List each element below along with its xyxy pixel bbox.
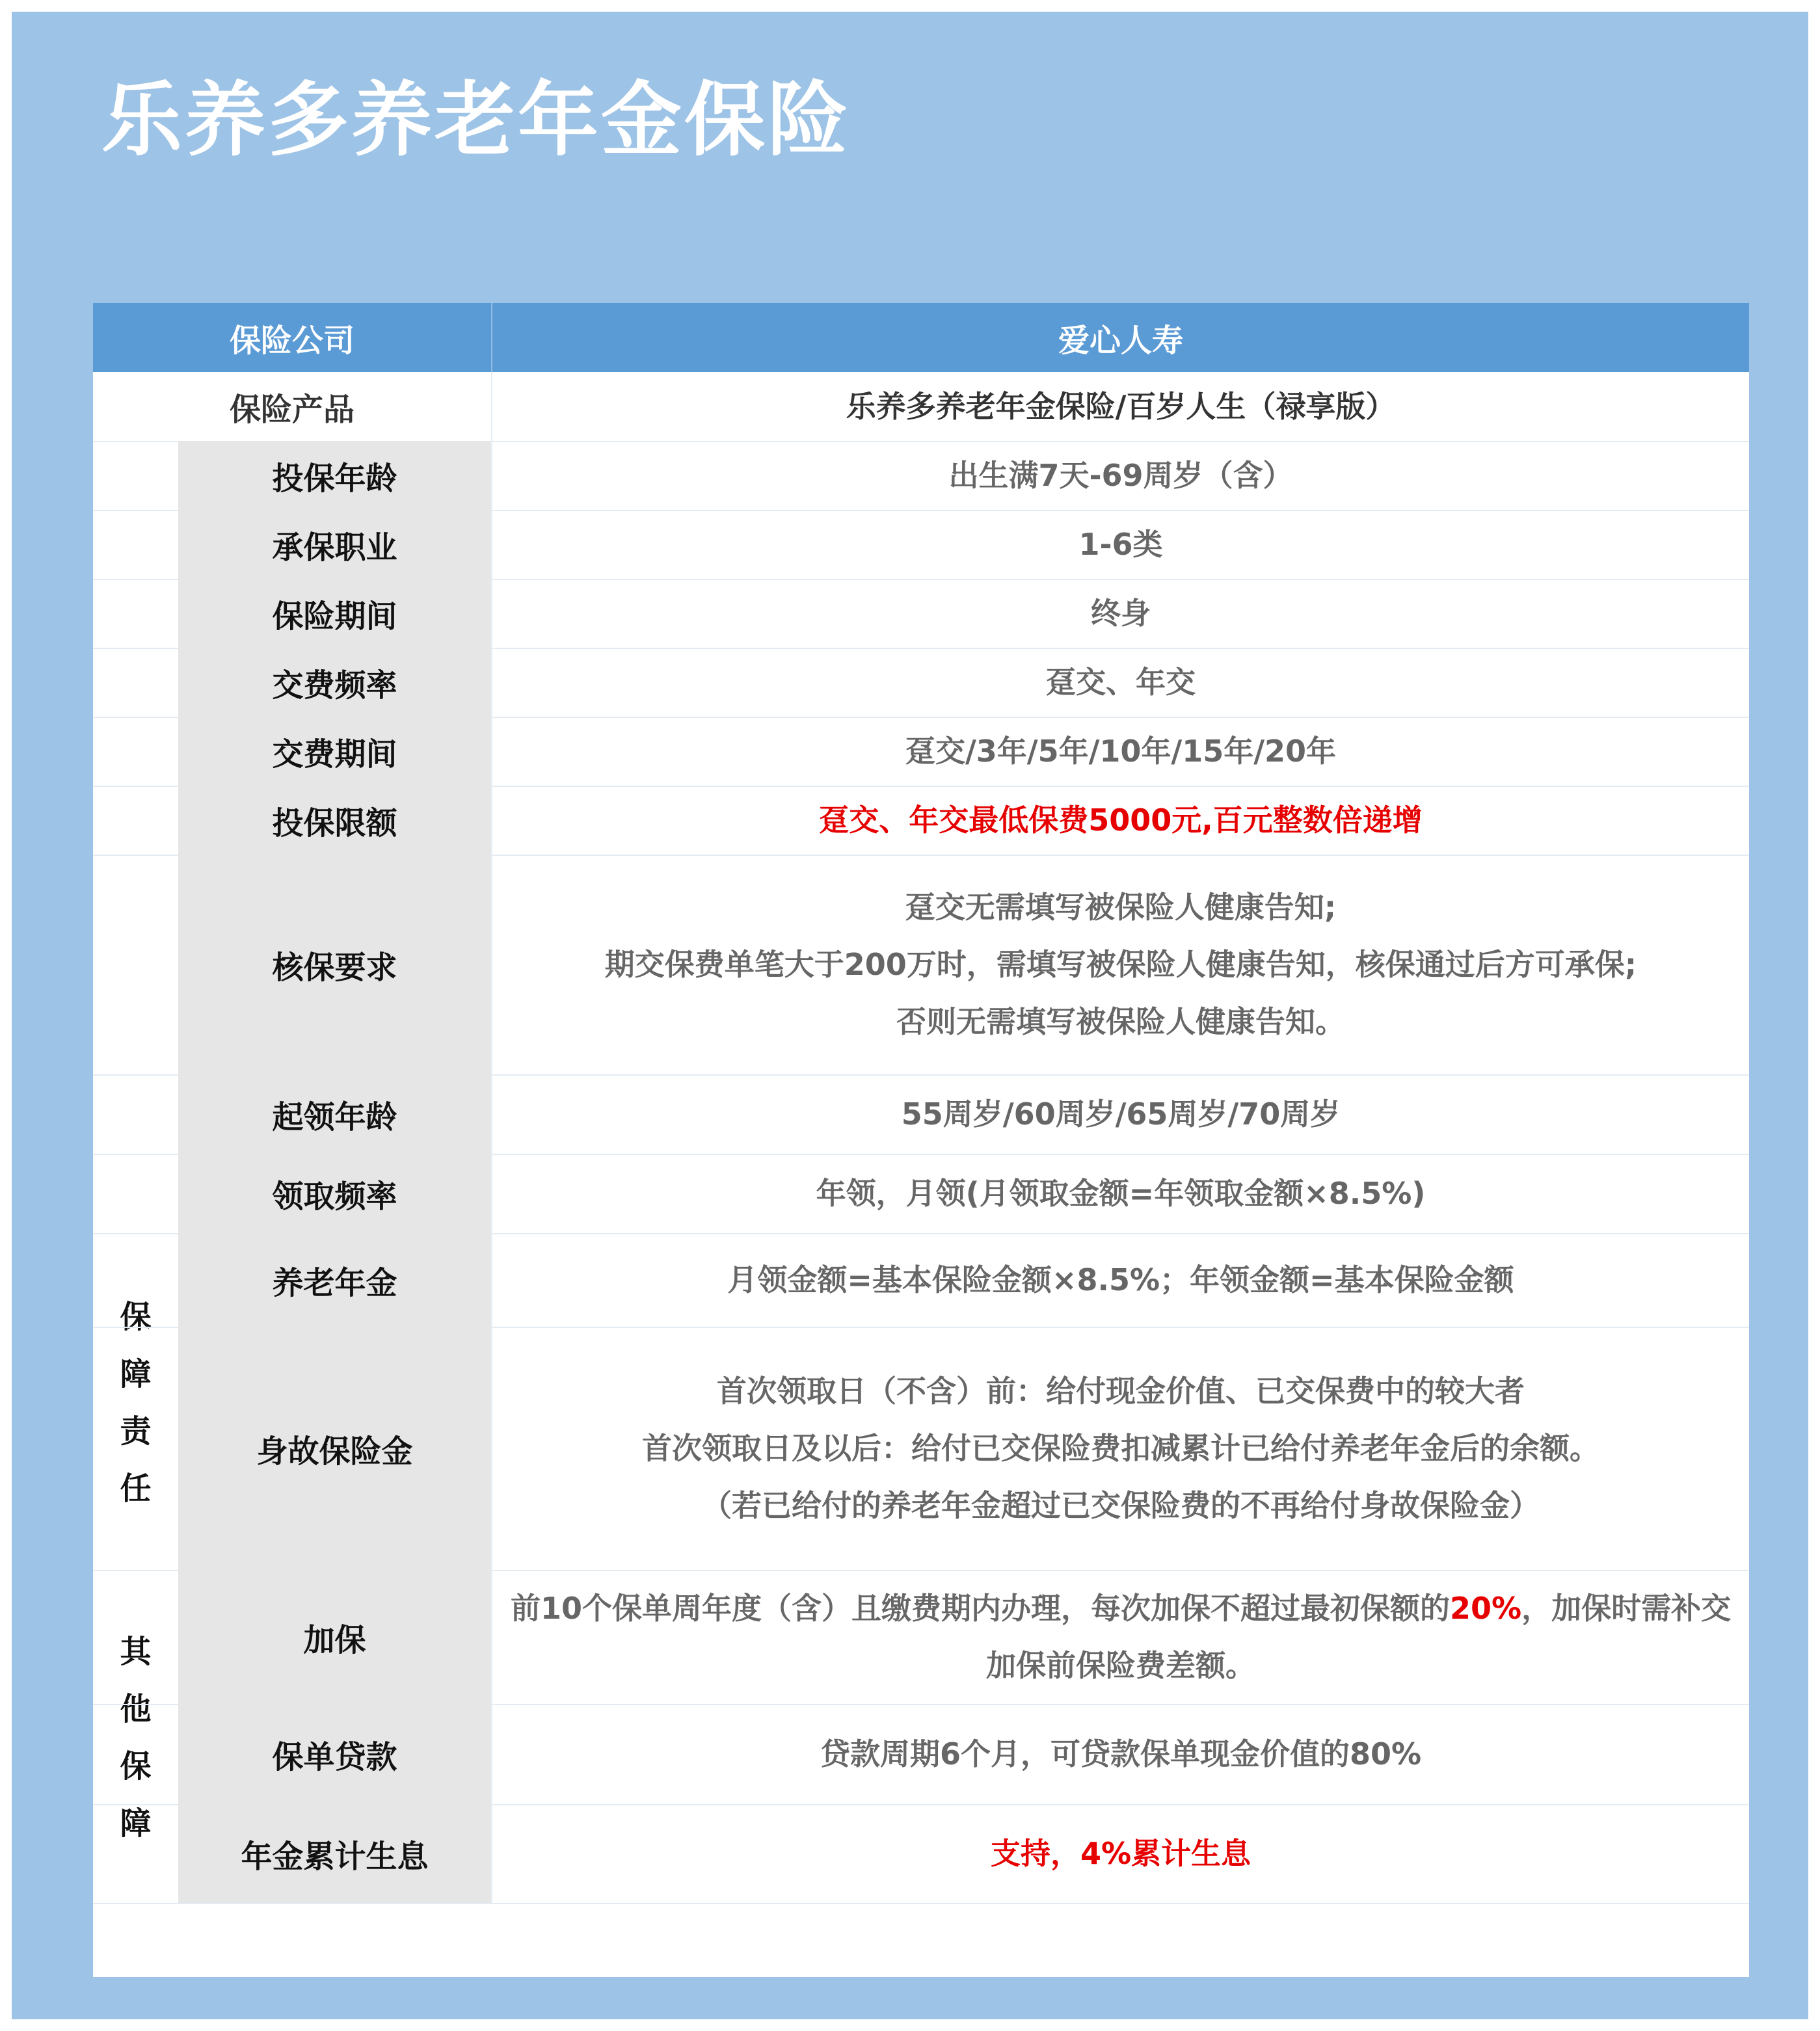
row-label: 承保职业 [178, 510, 491, 579]
row-value-line: 期交保费单笔大于200万时，需填写被保险人健康告知，核保通过后方可承保; [604, 947, 1637, 982]
row-label: 起领年龄 [178, 1074, 491, 1154]
row-value-multiline [491, 855, 1749, 1074]
row-label: 领取频率 [178, 1154, 491, 1233]
row-value: 贷款周期6个月，可贷款保单现金价值的80% [491, 1704, 1749, 1804]
row-label: 养老年金 [178, 1233, 491, 1327]
group-coverage-char: 责 [120, 1413, 152, 1450]
row-label: 投保限额 [178, 786, 491, 855]
group-coverage-char: 障 [120, 1356, 152, 1392]
row-label: 年金累计生息 [178, 1804, 491, 1903]
table-row [93, 1570, 1749, 1705]
table-row [93, 648, 1749, 718]
product-label: 保险产品 [229, 391, 355, 428]
table-row [93, 1074, 1749, 1155]
row-label: 身故保险金 [178, 1327, 491, 1570]
row-label: 保险期间 [178, 579, 491, 648]
table-header-row [93, 303, 1749, 372]
group-coverage-char: 任 [120, 1470, 152, 1507]
table-row [93, 1327, 1749, 1571]
row-value: 1-6类 [491, 510, 1749, 579]
row-value: 月领金额=基本保险金额×8.5%；年领金额=基本保险金额 [491, 1233, 1749, 1327]
table-row [93, 1804, 1749, 1904]
header-label: 保险公司 [229, 322, 355, 359]
row-label: 保单贷款 [178, 1704, 491, 1804]
table-row [93, 510, 1749, 580]
table-row [93, 855, 1749, 1076]
row-value: 趸交/3年/5年/10年/15年/20年 [491, 717, 1749, 786]
row-value-line: 趸交无需填写被保险人健康告知; [905, 890, 1337, 925]
table-row [93, 1704, 1749, 1805]
row-value-line: （若已给付的养老年金超过已交保险费的不再给付身故保险金） [702, 1488, 1540, 1523]
row-value-line: 首次领取日及以后：给付已交保险费扣减累计已给付养老年金后的余额。 [642, 1431, 1599, 1466]
row-value: 趸交、年交 [491, 648, 1749, 717]
table-row [93, 1233, 1749, 1328]
table-row [93, 786, 1749, 856]
row-value: 终身 [491, 579, 1749, 648]
group-other-char: 其 [120, 1634, 152, 1670]
row-label: 交费期间 [178, 717, 491, 786]
product-value: 乐养多养老年金保险/百岁人生（禄享版） [491, 372, 1749, 441]
row-value-mixed [491, 1570, 1749, 1704]
row-label: 投保年龄 [178, 441, 491, 510]
table-row [93, 579, 1749, 649]
page-frame [12, 12, 1808, 2019]
table-row [93, 717, 1749, 787]
row-label: 核保要求 [178, 855, 491, 1074]
row-value: 出生满7天-69周岁（含） [491, 441, 1749, 510]
table-row [93, 441, 1749, 511]
row-value: 年领，月领(月领取金额=年领取金额×8.5%) [491, 1154, 1749, 1233]
page-title: 乐养多养老年金保险 [101, 73, 851, 167]
product-table [93, 303, 1749, 1977]
row-value-line: 否则无需填写被保险人健康告知。 [896, 1004, 1345, 1039]
row-value-line: 首次领取日（不含）前：给付现金价值、已交保费中的较大者 [717, 1374, 1525, 1409]
row-label: 交费频率 [178, 648, 491, 717]
group-coverage-char: 保 [120, 1299, 152, 1335]
row-value-highlight: 20% [1449, 1591, 1522, 1626]
group-other-char: 障 [120, 1805, 152, 1842]
row-value-part: ，加保时需补交加保前保险费差额。 [986, 1591, 1732, 1683]
row-value-highlight: 支持，4%累计生息 [491, 1804, 1749, 1903]
product-row [93, 372, 1749, 442]
table-row [93, 1154, 1749, 1234]
row-value-part: 前10个保单周年度（含）且缴费期内办理，每次加保不超过最初保额的 [510, 1591, 1450, 1626]
row-value-highlight: 趸交、年交最低保费5000元,百元整数倍递增 [491, 786, 1749, 855]
group-other-char: 保 [120, 1748, 152, 1785]
row-label: 加保 [178, 1570, 491, 1704]
row-value-multiline [491, 1327, 1749, 1570]
header-value: 爱心人寿 [491, 303, 1749, 372]
group-other-char: 他 [120, 1691, 152, 1727]
row-value: 55周岁/60周岁/65周岁/70周岁 [491, 1074, 1749, 1154]
